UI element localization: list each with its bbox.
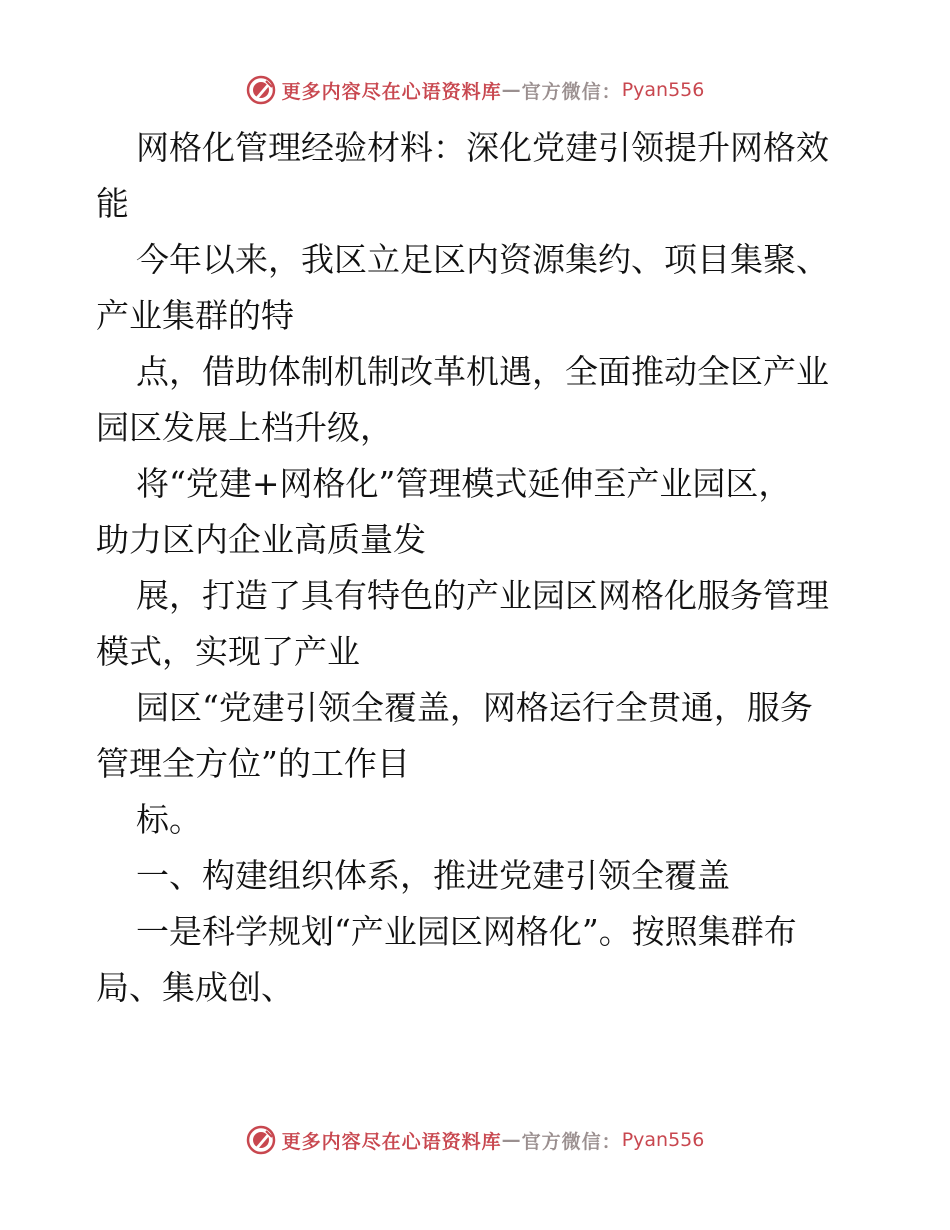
paragraph-line: 局、集成创、 <box>96 968 294 1007</box>
banner-wechat-id: Pyan556 <box>621 79 705 101</box>
paragraph-line: 标。 <box>136 800 202 839</box>
banner-wechat-id: Pyan556 <box>621 1129 705 1151</box>
document-body <box>96 120 856 1016</box>
paragraph-line: 园区“党建引领全覆盖，网格运行全贯通，服务 <box>136 688 813 727</box>
paragraph-line: 点，借助体制机制改革机遇，全面推动全区产业 <box>136 352 829 391</box>
paragraph-line: 今年以来，我区立足区内资源集约、项目集聚、 <box>136 240 829 279</box>
pen-seal-icon <box>246 1125 276 1155</box>
pen-seal-icon <box>246 75 276 105</box>
document-title-line-1: 网格化管理经验材料：深化党建引领提升网格效 <box>136 128 829 167</box>
paragraph-line: 将“党建+网格化”管理模式延伸至产业园区， <box>136 464 792 503</box>
header-watermark-banner <box>0 70 950 110</box>
banner-official-label: 官方微信： <box>521 1130 622 1153</box>
paragraph-line: 一是科学规划“产业园区网格化”。按照集群布 <box>136 912 797 951</box>
banner-official-label: 官方微信： <box>521 80 622 103</box>
section-heading: 一、构建组织体系，推进党建引领全覆盖 <box>136 856 730 895</box>
paragraph-line: 产业集群的特 <box>96 296 294 335</box>
paragraph-line: 管理全方位”的工作目 <box>96 744 410 783</box>
document-title-line-2: 能 <box>96 184 129 223</box>
banner-dash: — <box>501 1129 522 1151</box>
paragraph-line: 助力区内企业高质量发 <box>96 520 426 559</box>
banner-dash: — <box>501 79 522 101</box>
paragraph-line: 园区发展上档升级， <box>96 408 393 447</box>
footer-watermark-banner <box>0 1120 950 1160</box>
banner-main-text: 更多内容尽在心语资料库 <box>281 1130 502 1153</box>
paragraph-line: 展，打造了具有特色的产业园区网格化服务管理 <box>136 576 829 615</box>
banner-main-text: 更多内容尽在心语资料库 <box>281 80 502 103</box>
paragraph-line: 模式，实现了产业 <box>96 632 360 671</box>
